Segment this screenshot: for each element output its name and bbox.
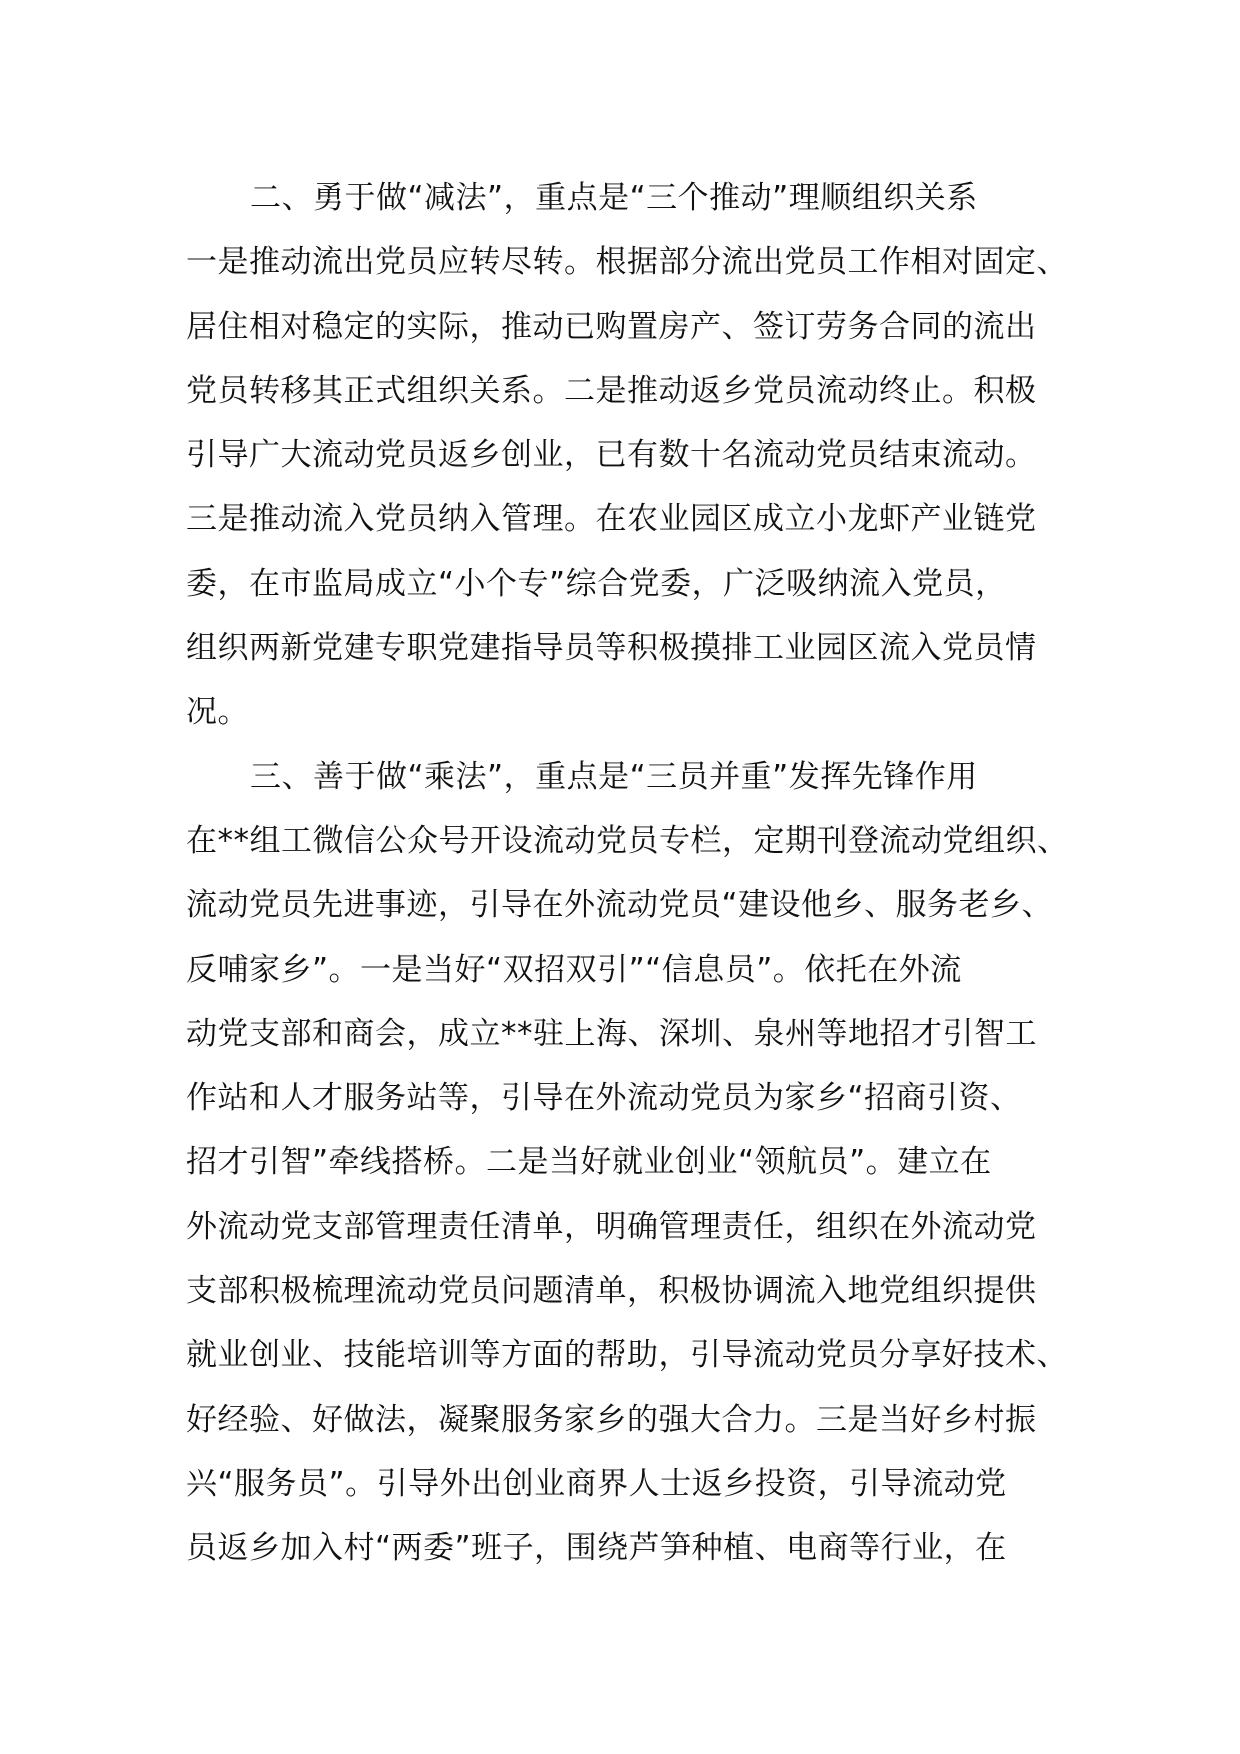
paragraph-line: 好经验、好做法，凝聚服务家乡的强大合力。三是当好乡村振: [186, 1401, 1037, 1438]
paragraph-line: 三是推动流入党员纳入管理。在农业园区成立小龙虾产业链党: [186, 501, 1037, 538]
paragraph-line: 反哺家乡”。一是当好“双招双引”“信息员”。依托在外流: [186, 951, 962, 988]
section-heading-2: 二、勇于做“减法”，重点是“三个推动”理顺组织关系: [250, 180, 978, 216]
paragraph-line: 招才引智”牵线搭桥。二是当好就业创业“领航员”。建立在: [186, 1144, 992, 1181]
paragraph-line: 员返乡加入村“两委”班子，围绕芦笋种植、电商等行业，在: [186, 1530, 1007, 1567]
paragraph-line: 支部积极梳理流动党员问题清单，积极协调流入地党组织提供: [186, 1273, 1037, 1310]
paragraph-line: 动党支部和商会，成立**驻上海、深圳、泉州等地招才引智工: [186, 1015, 1037, 1052]
paragraph-line: 作站和人才服务站等，引导在外流动党员为家乡“招商引资、: [186, 1080, 1022, 1117]
paragraph-line: 组织两新党建专职党建指导员等积极摸排工业园区流入党员情: [186, 630, 1037, 667]
paragraph-line: 就业创业、技能培训等方面的帮助，引导流动党员分享好技术、: [186, 1337, 1068, 1374]
paragraph-line: 一是推动流出党员应转尽转。根据部分流出党员工作相对固定、: [186, 244, 1068, 281]
document-body: [186, 166, 1069, 1581]
paragraph-line: 在**组工微信公众号开设流动党员专栏，定期刊登流动党组织、: [186, 822, 1069, 859]
paragraph-line: 委，在市监局成立“小个专”综合党委，广泛吸纳流入党员，: [186, 565, 1007, 602]
paragraph-line: 况。: [186, 694, 249, 731]
section-heading-3: 三、善于做“乘法”，重点是“三员并重”发挥先锋作用: [250, 758, 978, 795]
paragraph-line: 引导广大流动党员返乡创业，已有数十名流动党员结束流动。: [186, 437, 1037, 474]
paragraph-line: 兴“服务员”。引导外出创业商界人士返乡投资，引导流动党: [186, 1465, 1007, 1502]
paragraph-line: 居住相对稳定的实际，推动已购置房产、签订劳务合同的流出: [186, 308, 1037, 345]
paragraph-line: 外流动党支部管理责任清单，明确管理责任，组织在外流动党: [186, 1208, 1037, 1245]
paragraph-line: 党员转移其正式组织关系。二是推动返乡党员流动终止。积极: [186, 372, 1037, 409]
paragraph-line: 流动党员先进事迹，引导在外流动党员“建设他乡、服务老乡、: [186, 887, 1054, 924]
